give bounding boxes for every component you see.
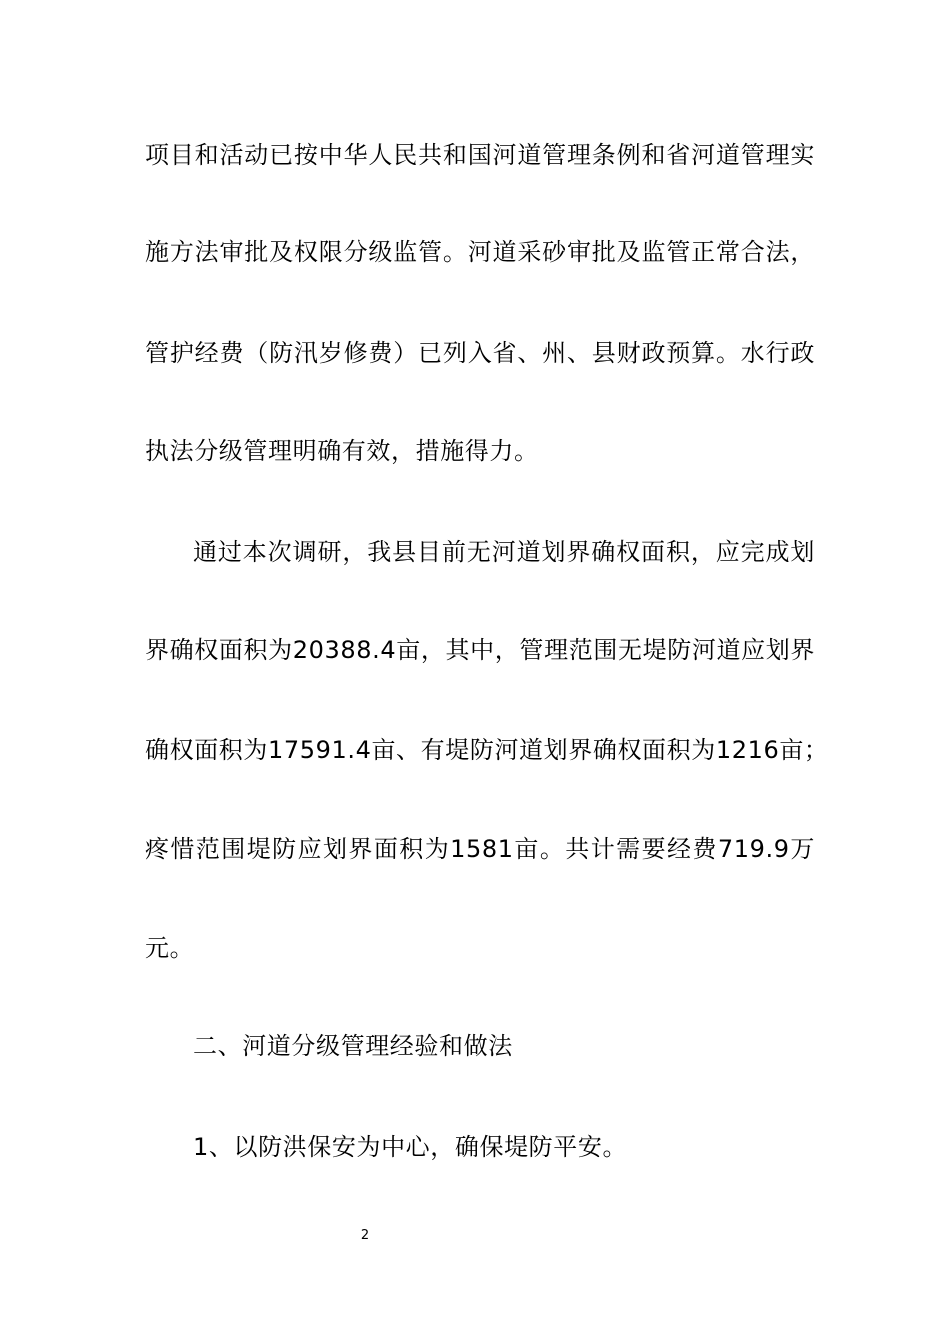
page-number: 2 [360,1228,370,1243]
text-line-4: 执法分级管理明确有效，措施得力。 [145,437,539,465]
text-line-7: 确权面积为17591.4亩、有堤防河道划界确权面积为1216亩； [145,736,829,764]
subsection-heading: 1、以防洪保安为中心，确保堤防平安。 [193,1133,628,1161]
text-line-3: 管护经费（防汛岁修费）已列入省、州、县财政预算。水行政 [145,339,815,367]
text-line-2: 施方法审批及权限分级监管。河道采砂审批及监管正常合法， [145,238,815,266]
text-line-8: 疼惜范围堤防应划界面积为1581亩。共计需要经费719.9万 [145,835,815,863]
section-heading: 二、河道分级管理经验和做法 [193,1032,513,1060]
text-line-1: 项目和活动已按中华人民共和国河道管理条例和省河道管理实 [145,141,815,169]
text-line-5: 通过本次调研，我县目前无河道划界确权面积，应完成划 [193,538,815,566]
text-line-9: 元。 [145,934,195,962]
text-line-6: 界确权面积为20388.4亩，其中，管理范围无堤防河道应划界 [145,636,815,664]
